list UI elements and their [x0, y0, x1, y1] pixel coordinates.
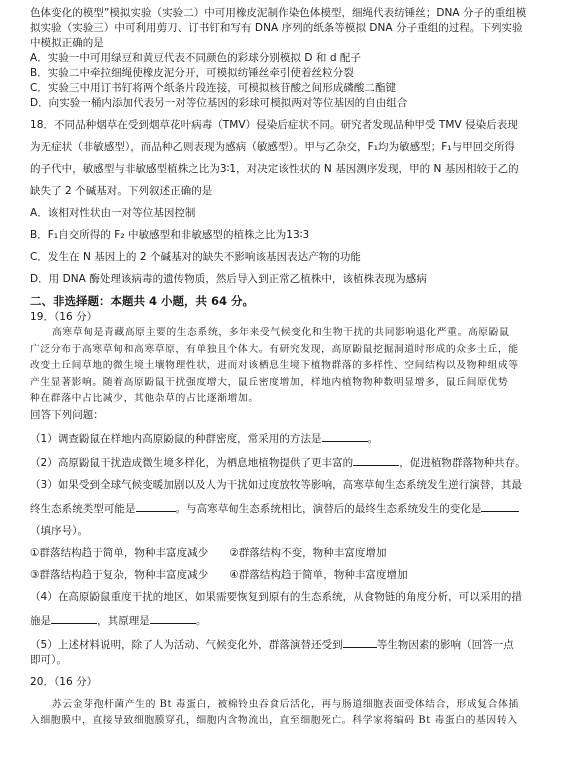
q17-option-a: A．实验一中可用绿豆和黄豆代表不同颜色的彩球分别模拟 D 和 d 配子 — [30, 52, 362, 64]
q17-stem-line: 拟实验（实验三）中可利用剪刀、订书钉和写有 DNA 序列的纸条等模拟 DNA 分子重组的过程。下列实验 — [30, 22, 523, 34]
q18-option-c: C．发生在 N 基因上的 2 个碱基对的缺失不影响该基因表达产物的功能 — [30, 251, 361, 263]
answer-blank[interactable] — [353, 454, 399, 466]
q19-sub3-choices-row2: ③群落结构趋于复杂，物种丰富度减少 ④群落结构趋于简单，物种丰富度增加 — [30, 568, 408, 581]
q18-stem-line: 缺失了 2 个碱基对。下列叙述正确的是 — [30, 185, 213, 197]
q20-number: 20．（16 分） — [30, 675, 98, 688]
answer-blank[interactable] — [136, 500, 176, 512]
section-title-non-choice: 二、非选择题：本题共 4 小题，共 64 分。 — [30, 294, 255, 308]
q19-sub2-end: ，促进植物群落物种共存。 — [399, 456, 526, 469]
answer-blank[interactable] — [150, 612, 196, 624]
q17-stem-line: 中模拟正确的是 — [30, 37, 104, 49]
q19-sub4-text: 施是 — [30, 614, 52, 627]
q19-sub2-text: （2）高原鼢鼠干扰造成微生境多样化，为栖息地植物提供了更丰富的 — [30, 456, 354, 469]
q19-sub5-text: （5）上述材料说明，除了人为活动、气候变化外，群落演替还受到 — [30, 638, 343, 651]
q19-sub3-text-b: 。与高寒草甸生态系统相比，演替后的最终生态系统发生的变化是 — [175, 502, 482, 515]
q19-subquestion-1 — [30, 430, 548, 447]
q19-sub1-end: 。 — [367, 432, 379, 445]
answer-blank[interactable] — [343, 636, 377, 648]
q19-sub4-text-b: ，其原理是 — [97, 614, 150, 627]
question-20 — [30, 675, 548, 730]
q18-stem-line: 18．不同品种烟草在受到烟草花叶病毒（TMV）侵染后症状不同。研究者发现品种甲受 TMV 侵染后表现 — [30, 119, 518, 131]
question-19 — [30, 310, 548, 668]
q19-sub1-text: （1）调查鼢鼠在样地内高原鼢鼠的种群密度，常采用的方法是 — [30, 432, 322, 445]
q19-subquestion-3-line2 — [30, 500, 548, 517]
q18-option-b: B．F₁自交所得的 F₂ 中敏感型和非敏感型的植株之比为13∶3 — [30, 229, 310, 241]
question-18 — [30, 118, 548, 287]
q19-subquestion-5-line2: 即可）。 — [30, 653, 67, 666]
answer-blank[interactable] — [322, 430, 368, 442]
q19-subquestion-2 — [30, 454, 548, 471]
q19-passage-line: 产生显著影响。随着高原鼢鼠干扰强度增大，鼠丘密度增加，样地内植物物种数明显增多，鼠丘间原优势 — [30, 376, 509, 388]
q19-subquestion-4-line2 — [30, 612, 548, 629]
q17-option-b: B．实验二中牵拉细绳使橡皮泥分开，可模拟纺锤丝牵引使着丝粒分裂 — [30, 67, 354, 79]
q19-passage-line: 高寒草甸是青藏高原主要的生态系统，多年来受气候变化和生物干扰的共同影响退化严重。高原鼢鼠 — [52, 327, 510, 338]
q17-stem-line: 色体变化的模型”模拟实验（实验二）中可用橡皮泥制作染色体模型，细绳代表纺锤丝；DNA 分子的重组模 — [30, 7, 527, 19]
q19-sub3-choices-row1: ①群落结构趋于简单，物种丰富度减少 ②群落结构不变，物种丰富度增加 — [30, 546, 387, 559]
q19-passage-line: 种在群落中占比减少，其他杂草的占比逐渐增加。 — [30, 393, 259, 404]
q19-sub3-text: 终生态系统类型可能是 — [30, 502, 136, 515]
q19-prompt: 回答下列问题： — [30, 408, 104, 421]
q20-passage-line: 苏云金芽孢杆菌产生的 Bt 毒蛋白，被棉铃虫吞食后活化，再与肠道细胞表面受体结合，形成复合体插 — [52, 698, 519, 710]
answer-blank[interactable] — [481, 500, 519, 512]
question-17-continuation — [30, 6, 548, 111]
q19-number: 19．（16 分） — [30, 311, 98, 323]
q19-passage-line: 改变土丘间草地的微生境土壤物理性状，进而对该栖息生境下植物群落的多样性、空间结构以及物种组成等 — [30, 360, 519, 371]
q19-sub5-text-b: 等生物因素的影响（回答一点 — [376, 638, 514, 651]
answer-blank[interactable] — [51, 612, 97, 624]
q18-option-d: D．用 DNA 酶处理该病毒的遗传物质，然后导入到正常乙植株中，该植株表现为感病 — [30, 273, 427, 285]
q19-subquestion-3-line3: （填序号）。 — [30, 524, 89, 537]
q18-option-a: A．该相对性状由一对等位基因控制 — [30, 207, 196, 219]
q19-subquestion-5-line1 — [30, 636, 548, 653]
q17-option-c: C．实验三中用订书钉将两个纸条片段连接，可模拟核苷酸之间形成磷酸二酯键 — [30, 82, 397, 94]
q19-passage-line: 广泛分布于高寒草甸和高寒草原，有单独且个体大。有研究发现，高原鼢鼠挖掘洞道时形成的众多土丘，能 — [30, 343, 519, 355]
q19-sub4-end: 。 — [195, 614, 207, 627]
q19-subquestion-3-line1: （3）如果受到全球气候变暖加剧以及人为干扰如过度放牧等影响，高寒草甸生态系统发生逆行演替，其最 — [30, 478, 523, 491]
q18-stem-line: 的子代中，敏感型与非敏感型植株之比为3∶1，对决定该性状的 N 基因测序发现，甲的 N 基因相较于乙的 — [30, 163, 519, 175]
q17-option-d: D．向实验一桶内添加代表另一对等位基因的彩球可模拟两对等位基因的自由组合 — [30, 97, 408, 109]
q19-subquestion-4-line1: （4）在高原鼢鼠重度干扰的地区，如果需要恢复到原有的生态系统，从食物链的角度分析，可以采用的措 — [30, 590, 523, 603]
q18-stem-line: 为无症状（非敏感型），而品种乙则表现为感病（敏感型）。甲与乙杂交，F₁均为敏感型；F₁与甲回交所得 — [30, 141, 515, 153]
q20-passage-line: 入细胞膜中，直接导致细胞膜穿孔，细胞内含物流出，直至细胞死亡。科学家将编码 Bt 毒蛋白的基因转入 — [30, 715, 518, 726]
